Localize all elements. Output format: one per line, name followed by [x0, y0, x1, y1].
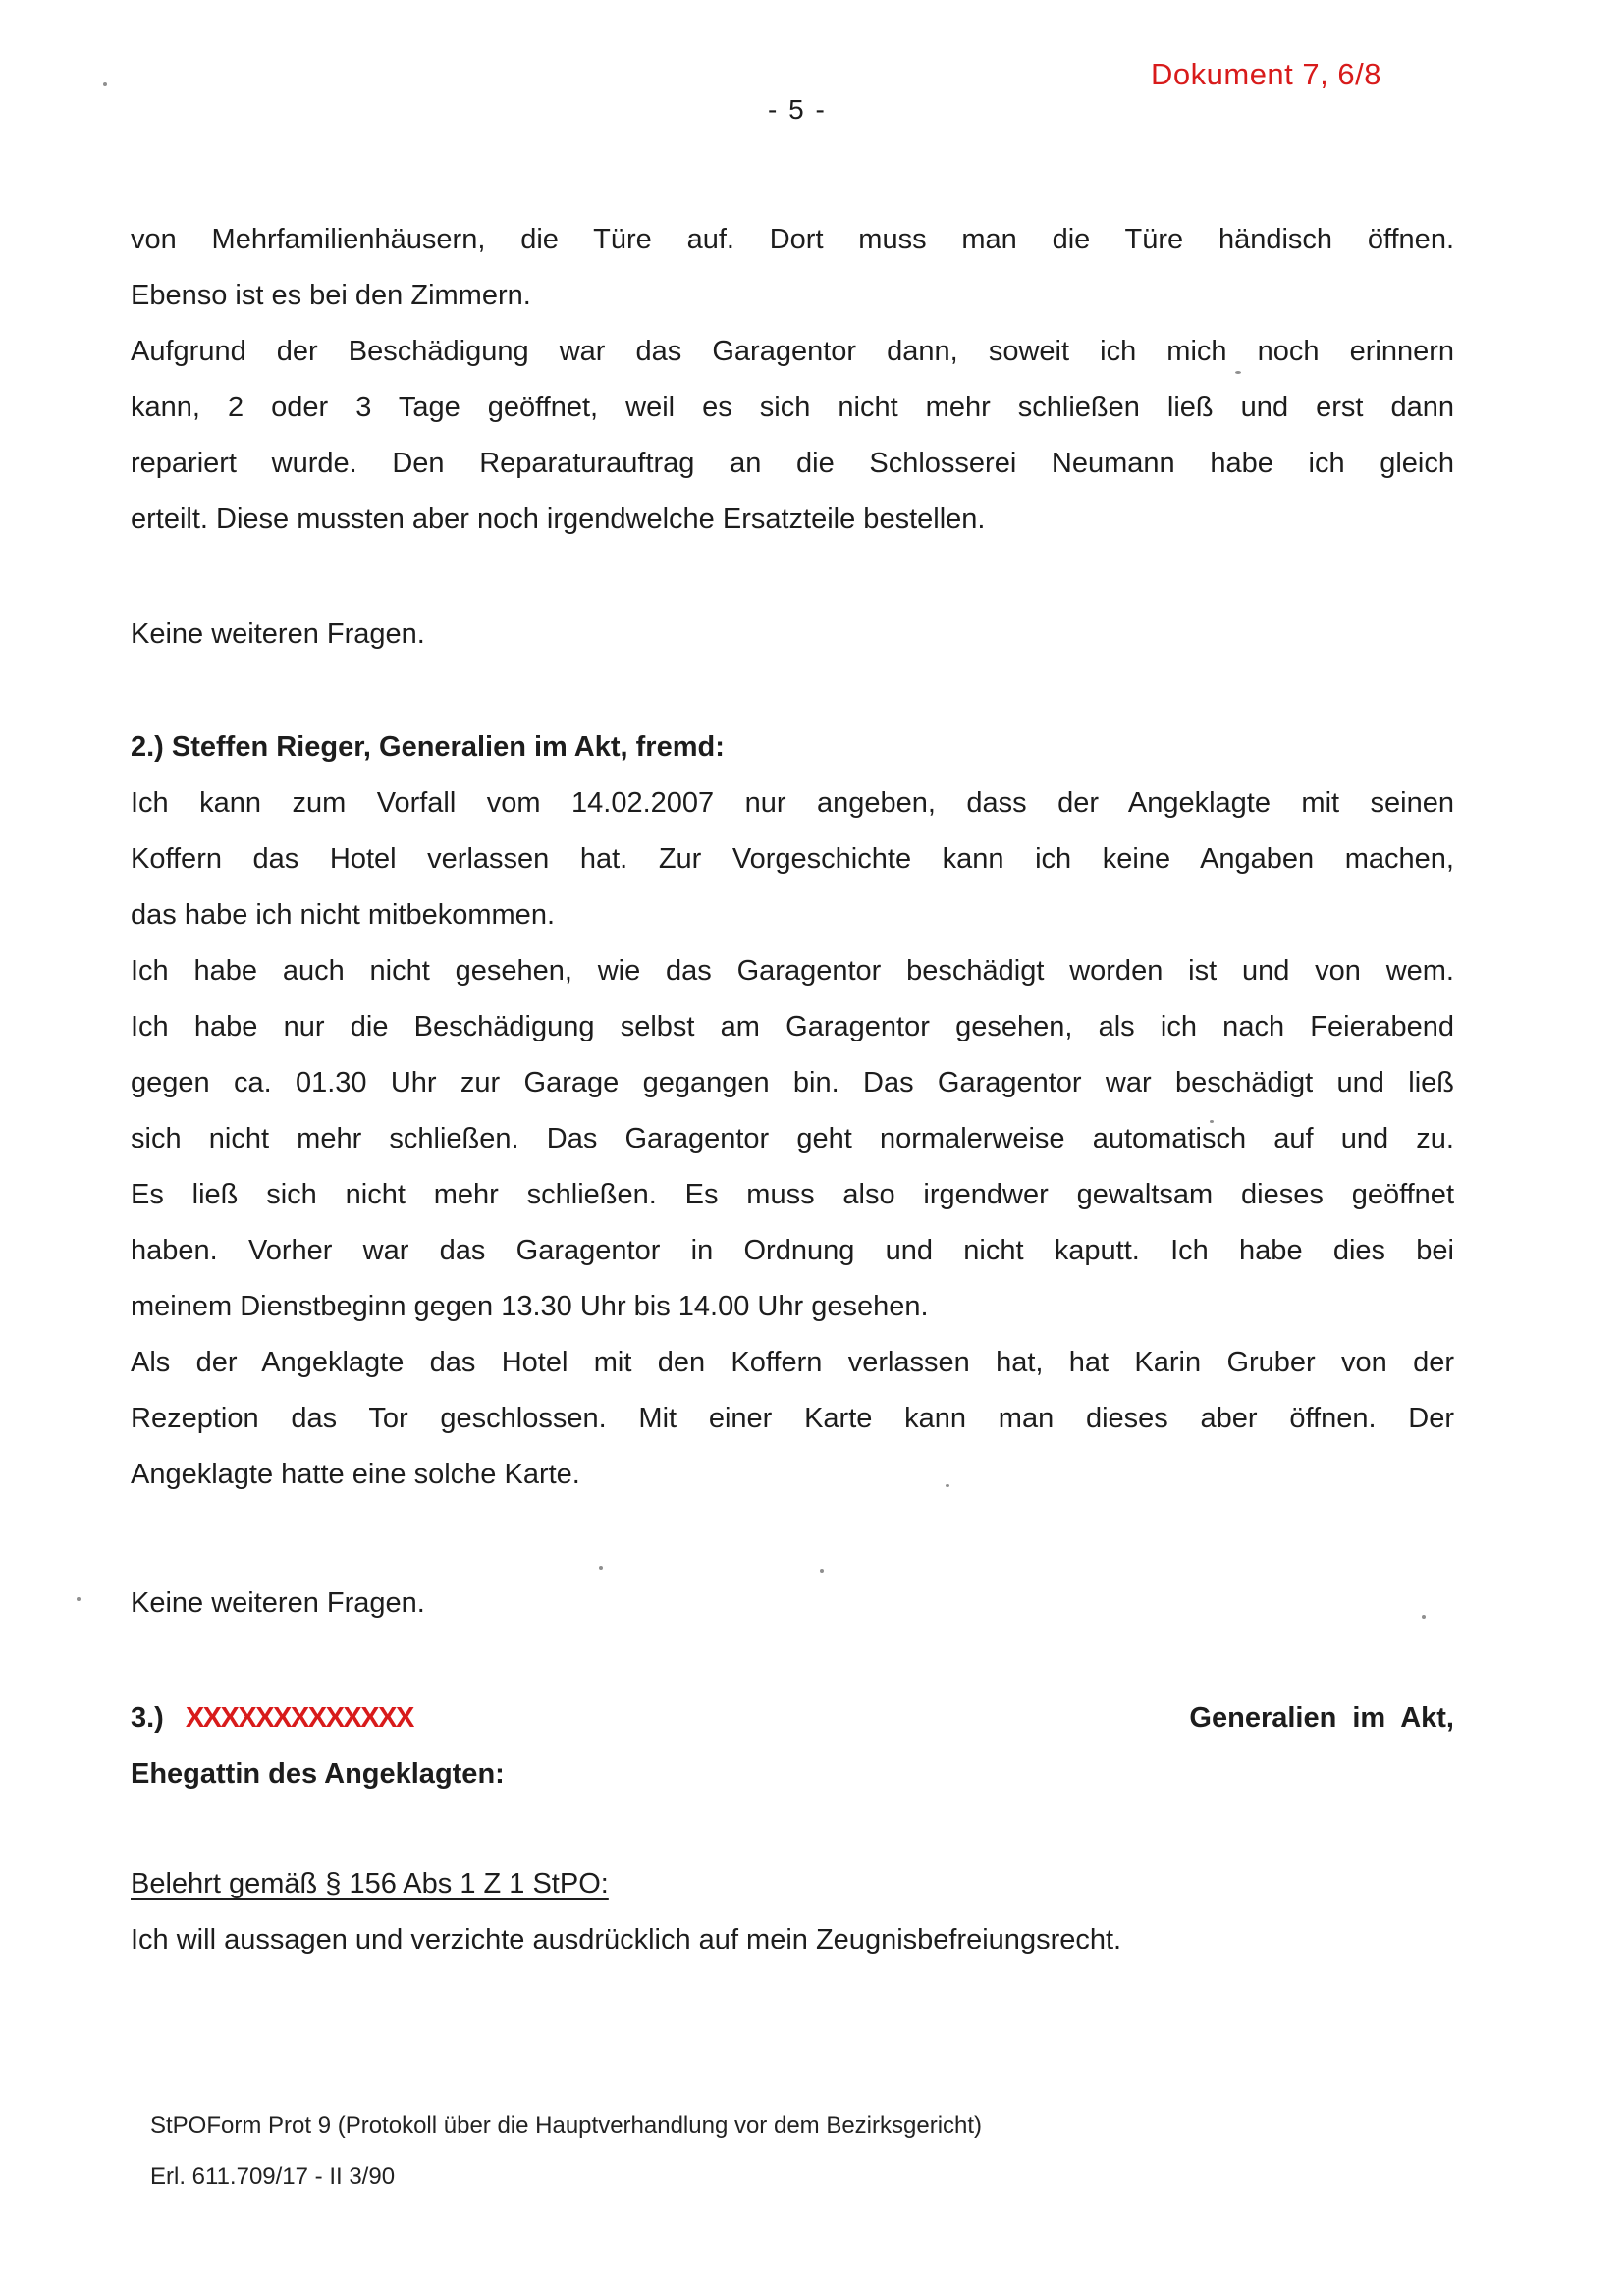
witness2-statement-paragraph: [131, 775, 1454, 1503]
statement-line: repariert wurde. Den Reparaturauftrag an die Schlosserei Neumann habe ich gleich: [131, 448, 1454, 479]
statement-line: Ich kann zum Vorfall vom 14.02.2007 nur angeben, dass der Angeklagte mit seinen: [131, 787, 1454, 819]
legal-instruction: Belehrt gemäß § 156 Abs 1 Z 1 StPO:: [131, 1868, 609, 1899]
witness3-statement: Ich will aussagen und verzichte ausdrücklich auf mein Zeugnisbefreiungsrecht.: [131, 1924, 1122, 1955]
statement-line: Rezeption das Tor geschlossen. Mit einer Karte kann man dieses aber öffnen. Der: [131, 1403, 1454, 1434]
statement-line: Keine weiteren Fragen.: [131, 618, 425, 650]
statement-line: kann, 2 oder 3 Tage geöffnet, weil es sich nicht mehr schließen ließ und erst dann: [131, 392, 1454, 423]
witness3-heading: [131, 1690, 1454, 1802]
statement-line: Aufgrund der Beschädigung war das Garagentor dann, soweit ich mich noch erinnern: [131, 336, 1454, 367]
document-reference-stamp: Dokument 7, 6/8: [1151, 57, 1381, 91]
witness3-number-and-name: [131, 1690, 413, 1746]
witness3-generalien-label: Generalien im Akt,: [1189, 1702, 1454, 1734]
statement-line: Koffern das Hotel verlassen hat. Zur Vorgeschichte kann ich keine Angaben machen,: [131, 843, 1454, 875]
form-footer: [150, 2101, 982, 2203]
form-footer-line1: StPOForm Prot 9 (Protokoll über die Hauptverhandlung vor dem Bezirksgericht): [150, 2112, 983, 2139]
witness3-relation: Ehegattin des Angeklagten:: [131, 1758, 505, 1789]
page-number: - 5 -: [768, 94, 827, 125]
scan-speck: [103, 82, 107, 86]
scan-speck: [1422, 1615, 1426, 1619]
witness3-name-redacted: XXXXXXXXXXXXX: [185, 1702, 413, 1734]
statement-line: Ich habe nur die Beschädigung selbst am Garagentor gesehen, als ich nach Feierabend: [131, 1011, 1454, 1042]
statement-line: Ich habe auch nicht gesehen, wie das Garagentor beschädigt worden ist und von wem.: [131, 955, 1454, 987]
statement-line: haben. Vorher war das Garagentor in Ordnung und nicht kaputt. Ich habe dies bei: [131, 1235, 1454, 1266]
scan-speck: [1210, 1120, 1214, 1123]
no-further-questions-1: [131, 607, 1454, 663]
no-further-questions-2: [131, 1575, 1454, 1631]
scan-speck: [77, 1597, 81, 1601]
statement-line: gegen ca. 01.30 Uhr zur Garage gegangen bin. Das Garagentor war beschädigt und ließ: [131, 1067, 1454, 1098]
witness3-number: 3.): [131, 1702, 164, 1734]
scan-speck: [946, 1484, 949, 1487]
scan-speck: [1235, 371, 1241, 374]
statement-line: Angeklagte hatte eine solche Karte.: [131, 1459, 580, 1490]
scan-speck: [820, 1569, 824, 1573]
scan-speck: [599, 1566, 603, 1570]
witness3-instruction-block: [131, 1856, 1454, 1968]
statement-line: meinem Dienstbeginn gegen 13.30 Uhr bis 14.00 Uhr gesehen.: [131, 1291, 929, 1322]
statement-line: Als der Angeklagte das Hotel mit den Koffern verlassen hat, hat Karin Gruber von der: [131, 1347, 1454, 1378]
statement-line: sich nicht mehr schließen. Das Garagentor geht normalerweise automatisch auf und zu.: [131, 1123, 1454, 1154]
witness2-heading-text: 2.) Steffen Rieger, Generalien im Akt, fremd:: [131, 731, 725, 763]
witness2-heading: [131, 720, 1454, 775]
form-footer-line2: Erl. 611.709/17 - II 3/90: [150, 2163, 396, 2190]
statement-line: Ebenso ist es bei den Zimmern.: [131, 280, 531, 311]
statement-line: Keine weiteren Fragen.: [131, 1587, 425, 1619]
witness1-statement-paragraph: [131, 212, 1454, 548]
statement-line: erteilt. Diese mussten aber noch irgendwelche Ersatzteile bestellen.: [131, 504, 986, 535]
statement-line: das habe ich nicht mitbekommen.: [131, 899, 555, 931]
statement-line: Es ließ sich nicht mehr schließen. Es muss also irgendwer gewaltsam dieses geöffnet: [131, 1179, 1454, 1210]
statement-line: von Mehrfamilienhäusern, die Türe auf. Dort muss man die Türe händisch öffnen.: [131, 224, 1454, 255]
